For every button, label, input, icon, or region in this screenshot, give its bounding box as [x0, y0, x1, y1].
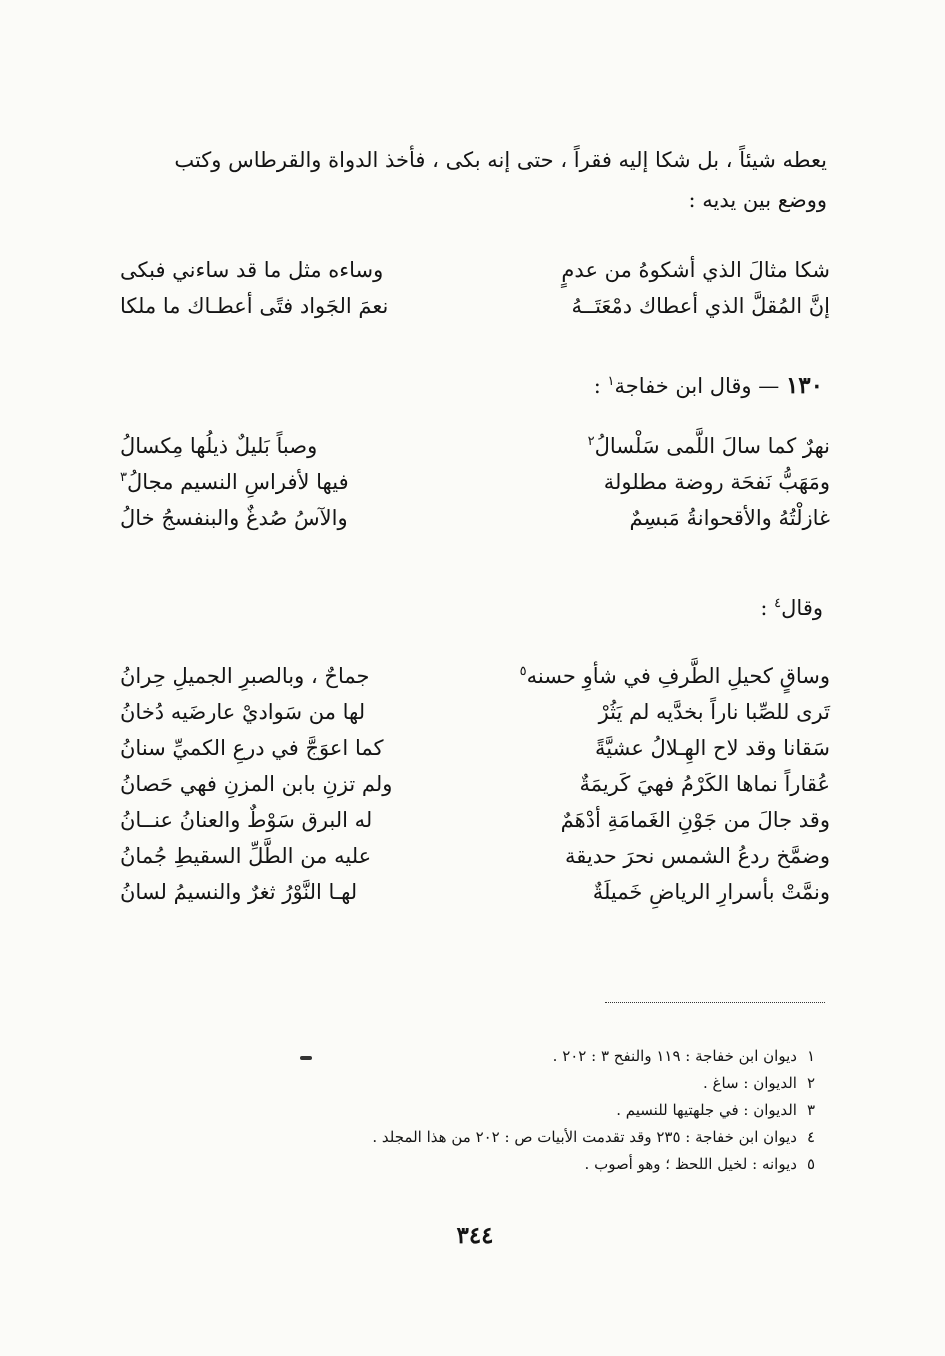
verse-second-hemistich: جماحٌ ، وبالصبرِ الجميلِ حِرانُ — [120, 664, 370, 688]
intro-line: ووضع بين يديه : — [688, 188, 827, 212]
section-title: وقال — [781, 596, 823, 620]
section-colon: : — [593, 374, 601, 398]
section-number: ١٣٠ — [785, 372, 823, 399]
section-title: وقال ابن خفاجة — [614, 374, 752, 398]
footnote-number: ٢ — [806, 1074, 815, 1092]
verse-second-hemistich: لها من سَواديْ عارضَيه دُخانُ — [120, 700, 366, 724]
verse-second-hemistich: كما اعوَجَّ في درعِ الكميِّ سنانُ — [120, 736, 384, 760]
page-number: ٣٤٤ — [456, 1222, 494, 1249]
verse-second-hemistich: لهـا النَّوْرُ ثغرٌ والنسيمُ لسانُ — [120, 880, 358, 904]
verse-line — [120, 772, 830, 808]
verse-line — [120, 294, 830, 330]
verse-second-hemistich — [120, 470, 349, 494]
hemistich-text: وساقٍ كحيلِ الطَّرفِ في شأوِ حسنه — [526, 664, 830, 688]
verse-line — [120, 844, 830, 880]
verse-line — [120, 434, 830, 470]
intro-paragraph — [122, 140, 827, 220]
footnote-text: ديوان ابن خفاجة : ٢٣٥ وقد تقدمت الأبيات ص : ٢٠٢ من هذا المجلد . — [372, 1128, 797, 1146]
poem-1 — [120, 258, 830, 330]
footnote-number: ٣ — [806, 1101, 815, 1119]
verse-line — [120, 808, 830, 844]
verse-first-hemistich: وضمَّخ ردعُ الشمس نحرَ حديقة — [565, 844, 830, 868]
footnote — [215, 1070, 815, 1097]
verse-second-hemistich: له البرق سَوْطٌ والعنانُ عنــانُ — [120, 808, 373, 832]
verse-first-hemistich: وقد جالَ من جَوْنِ الغَمامَةِ أدْهَمٌ — [560, 808, 830, 832]
footnotes — [215, 1043, 815, 1178]
footnote-text: ديوان ابن خفاجة : ١١٩ والنفح ٣ : ٢٠٢ . — [552, 1047, 797, 1065]
verse-line — [120, 470, 830, 506]
section-heading-130 — [594, 372, 823, 399]
footnote-ref: ١ — [607, 374, 615, 389]
footnote — [215, 1043, 815, 1070]
poem-2 — [120, 434, 830, 542]
footnote-ref: ٥ — [519, 664, 527, 679]
verse-second-hemistich: ولم تزنِ بابن المزنِ فهي حَصانُ — [120, 772, 393, 796]
footnote — [215, 1124, 815, 1151]
footnote-number: ٤ — [806, 1128, 815, 1146]
verse-second-hemistich: نعمَ الجَواد فتًى أعطـاك ما ملكا — [120, 294, 389, 318]
verse-second-hemistich: والآسُ صُدغٌ والبنفسجُ خالُ — [120, 506, 348, 530]
verse-first-hemistich: عُقاراً نماها الكَرْمُ فهيَ كَريمَةٌ — [579, 772, 830, 796]
footnote-ref: ٤ — [774, 596, 782, 611]
verse-first-hemistich: سَقانا وقد لاح الهِـلالُ عشيَّةً — [594, 736, 830, 760]
footnote-number: ٥ — [806, 1155, 815, 1173]
verse-second-hemistich: وصباً بَليلٌ ذيلُها مِكسالُ — [120, 434, 318, 458]
section-heading-4 — [760, 596, 823, 620]
section-dash: — — [758, 374, 780, 398]
verse-line — [120, 880, 830, 916]
verse-line — [120, 736, 830, 772]
hemistich-text: فيها لأفراسِ النسيم مجالُ — [126, 470, 349, 494]
verse-line — [120, 258, 830, 294]
verse-line — [120, 700, 830, 736]
verse-first-hemistich: غازلْتُهُ والأقحوانةُ مَبسِمٌ — [629, 506, 830, 530]
verse-first-hemistich: شكا مثالَ الذي أشكوهُ من عدمٍ — [561, 258, 830, 282]
footnote-text: ديوانه : لخيل اللحظ ؛ وهو أصوب . — [584, 1155, 797, 1173]
footnote-ref: ٣ — [120, 470, 127, 485]
intro-line: يعطه شيئاً ، بل شكا إليه فقراً ، حتى إنه بكى ، فأخذ الدواة والقرطاس وكتب — [174, 148, 827, 172]
verse-first-hemistich: ومَهَبُّ نَفحَة روضة مطلولة — [603, 470, 830, 494]
footnote-text: الديوان : ساغ . — [703, 1074, 797, 1092]
footnote-separator — [605, 1002, 825, 1003]
footnote — [215, 1151, 815, 1178]
section-colon: : — [760, 596, 768, 620]
verse-first-hemistich: ونمَّتْ بأسرارِ الرياضِ خَميلَةٌ — [592, 880, 830, 904]
footnote-ref: ٢ — [587, 434, 595, 449]
verse-line — [120, 664, 830, 700]
verse-first-hemistich: تَرى للصِّبا ناراً بخدَّيه لم يَثُرْ — [598, 700, 830, 724]
verse-first-hemistich — [520, 664, 830, 688]
verse-first-hemistich: إنَّ المُقلَّ الذي أعطاك دمْعَتَــهُ — [571, 294, 830, 318]
verse-second-hemistich: عليه من الطَّلِّ السقيطِ جُمانُ — [120, 844, 372, 868]
footnote-text: الديوان : في جلهتيها للنسيم . — [616, 1101, 797, 1119]
footnote-number: ١ — [806, 1047, 815, 1065]
footnote — [215, 1097, 815, 1124]
poem-3 — [120, 664, 830, 916]
verse-second-hemistich: وساءه مثل ما قد ساءني فبكى — [120, 258, 384, 282]
verse-first-hemistich — [588, 434, 830, 458]
verse-line — [120, 506, 830, 542]
hemistich-text: نهرٌ كما سالَ اللَّمى سَلْسالُ — [594, 434, 830, 458]
